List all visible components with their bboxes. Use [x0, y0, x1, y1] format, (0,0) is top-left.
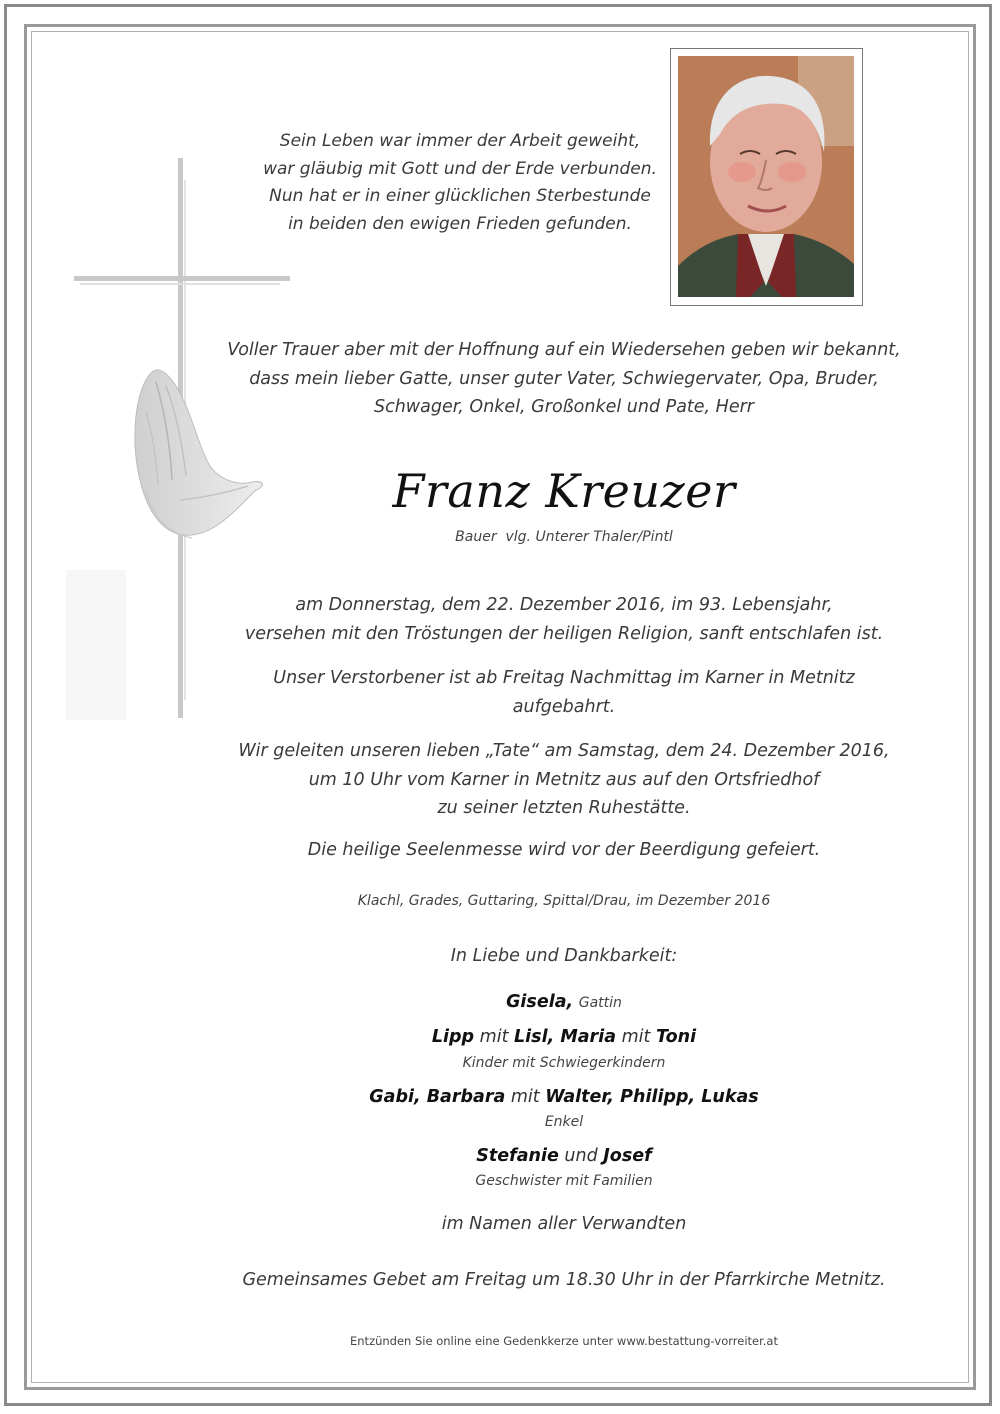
online-candle-note: Entzünden Sie online eine Gedenkkerze unter www.bestattung-vorreiter.at: [350, 1334, 778, 1348]
mourner-name: Josef: [603, 1146, 652, 1166]
mourner-wife: [200, 990, 928, 1015]
mourner-name: Gisela,: [506, 992, 574, 1012]
poem-line: Sein Leben war immer der Arbeit geweiht,: [279, 131, 641, 151]
portrait-image: [678, 56, 854, 297]
poem-line: Nun hat er in einer glücklichen Sterbestunde: [269, 186, 651, 206]
deceased-occupation: Bauer vlg. Unterer Thaler/Pintl: [455, 529, 673, 545]
poem: [240, 128, 680, 238]
funeral-line: Wir geleiten unseren lieben „Tate“ am Samstag, dem 24. Dezember 2016,: [238, 741, 890, 761]
mourner-children: [200, 1025, 928, 1049]
grandchildren-relation: Enkel: [544, 1114, 584, 1130]
funeral-line: zu seiner letzten Ruhestätte.: [437, 798, 691, 818]
death-notice: [200, 591, 928, 648]
mourner-name: Gabi, Barbara: [369, 1087, 506, 1107]
mourner-name: Stefanie: [476, 1146, 559, 1166]
conjunction: mit: [479, 1027, 509, 1047]
children-relation: Kinder mit Schwiegerkindern: [462, 1055, 666, 1071]
poem-line: war gläubig mit Gott und der Erde verbunden.: [263, 158, 657, 179]
funeral-notice: [200, 737, 928, 823]
death-line: am Donnerstag, dem 22. Dezember 2016, im 93. Lebensjahr,: [295, 595, 833, 615]
conjunction: mit: [510, 1087, 540, 1107]
laid-out-line: Unser Verstorbener ist ab Freitag Nachmittag im Karner in Metnitz: [273, 668, 855, 688]
conjunction: und: [564, 1146, 598, 1166]
mourner-name: Walter, Philipp, Lukas: [545, 1087, 759, 1107]
laid-out-notice: [200, 664, 928, 721]
death-line: versehen mit den Tröstungen der heiligen Religion, sanft entschlafen ist.: [244, 623, 884, 644]
mourner-name: Toni: [655, 1027, 697, 1047]
laid-out-line: aufgebahrt.: [512, 696, 616, 717]
siblings-relation: Geschwister mit Familien: [475, 1173, 653, 1189]
place-and-date: Klachl, Grades, Guttaring, Spittal/Drau, im Dezember 2016: [357, 893, 771, 909]
intro-line: Voller Trauer aber mit der Hoffnung auf ein Wiedersehen geben wir bekannt,: [227, 340, 901, 360]
mourner-siblings: [200, 1144, 928, 1168]
mourner-grandchildren: [200, 1085, 928, 1109]
conjunction: mit: [621, 1027, 651, 1047]
funeral-line: um 10 Uhr vom Karner in Metnitz aus auf den Ortsfriedhof: [308, 769, 820, 790]
portrait-photo: [670, 48, 863, 306]
mourner-role: Gattin: [578, 995, 622, 1011]
mourner-name: Lisl, Maria: [514, 1027, 616, 1047]
intro-line: dass mein lieber Gatte, unser guter Vater, Schwiegervater, Opa, Bruder,: [249, 368, 879, 389]
prayer-notice: Gemeinsames Gebet am Freitag um 18.30 Uhr in der Pfarrkirche Metnitz.: [242, 1270, 886, 1290]
thanks-heading: In Liebe und Dankbarkeit:: [450, 946, 678, 966]
announcement-intro: [200, 336, 928, 422]
mourner-name: Lipp: [431, 1027, 475, 1047]
poem-line: in beiden den ewigen Frieden gefunden.: [288, 213, 632, 234]
relatives-line: im Namen aller Verwandten: [441, 1214, 687, 1234]
intro-line: Schwager, Onkel, Großonkel und Pate, Herr: [373, 397, 754, 417]
deceased-name: Franz Kreuzer: [392, 464, 736, 518]
mass-notice: Die heilige Seelenmesse wird vor der Beerdigung gefeiert.: [307, 840, 821, 860]
